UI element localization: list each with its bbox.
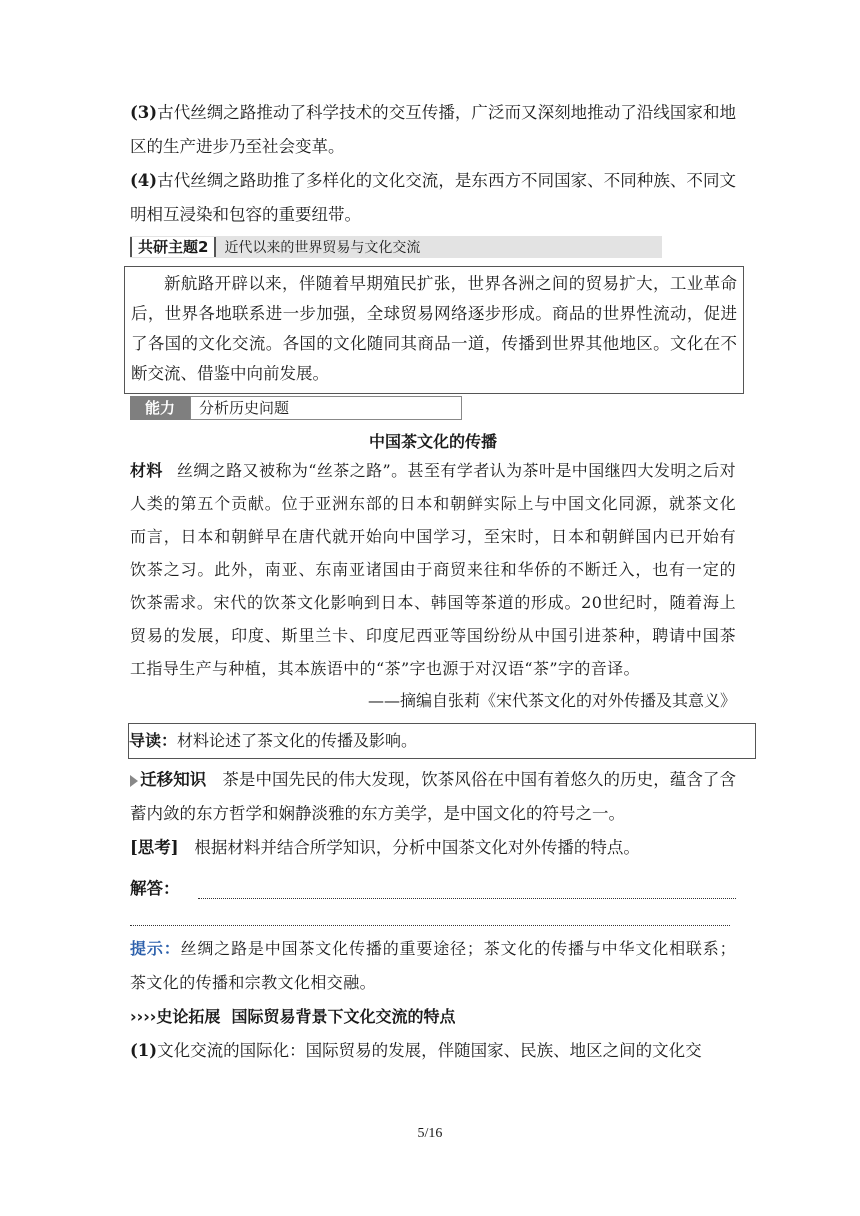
topic-title: 近代以来的世界贸易与文化交流 (224, 240, 421, 256)
triangle-marker-icon (130, 775, 138, 787)
skill-title: 分析历史问题 (190, 396, 462, 420)
paragraph-4-number: (4) (130, 171, 158, 190)
topic-header (130, 236, 662, 258)
page-number: 5/16 (417, 1126, 443, 1141)
paragraph-3-number: (3) (130, 103, 158, 122)
hint-paragraph (130, 932, 736, 1000)
extension-label: 史论拓展 (156, 1007, 221, 1026)
hint-text: 丝绸之路是中国茶文化传播的重要途径；茶文化的传播与中华文化相联系；茶文化的传播和宗教文化相交融。 (130, 939, 737, 992)
extension-point-1 (130, 1034, 736, 1068)
guide-label: 导读： (129, 731, 178, 750)
answer-line-2[interactable] (130, 899, 730, 926)
paragraph-4 (130, 164, 736, 232)
section-title: 中国茶文化的传播 (368, 432, 497, 451)
answer-line-1[interactable] (198, 872, 736, 899)
material-text: 丝绸之路又被称为“丝茶之路”。甚至有学者认为茶叶是中国继四大发明之后对人类的第五个贡献。位于亚洲东部的日本和朝鲜实际上与中国文化同源，就茶文化而言，日本和朝鲜早在唐代就开始向中国学习，至宋时，日本和朝鲜国内已开始有饮茶之习。此外，南亚、东南亚诸国由于商贸来往和华侨的不断迁入，也有一定的饮茶需求。宋代的饮茶文化影响到日本、韩国等茶道的形成。20世纪时，随着海上贸易的发展，印度、斯里兰卡、印度尼西亚等国纷纷从中国引进茶种，聘请中国茶工指导生产与种植，其本族语中的“茶”字也源于对汉语“茶”字的音译。 (130, 461, 736, 678)
extension-point-1-text: 文化交流的国际化：国际贸易的发展，伴随国家、民族、地区之间的文化交 (157, 1041, 702, 1060)
skill-header (130, 396, 736, 420)
transfer-knowledge (130, 763, 736, 831)
answer-label: 解答： (130, 879, 180, 898)
material-paragraph (130, 454, 736, 685)
material-label: 材料 (130, 461, 163, 480)
transfer-text: 茶是中国先民的伟大发现，饮茶风俗在中国有着悠久的历史，蕴含了含蓄内敛的东方哲学和娴静淡雅的东方美学，是中国文化的符号之一。 (130, 770, 736, 823)
guide-text: 材料论述了茶文化的传播及影响。 (177, 731, 418, 750)
paragraph-4-text: 古代丝绸之路助推了多样化的文化交流，是东西方不同国家、不同种族、不同文明相互浸染和包容的重要纽带。 (130, 171, 736, 224)
transfer-label: 迁移知识 (140, 770, 207, 789)
material-source: ——摘编自张莉《宋代茶文化的对外传播及其意义》 (367, 691, 736, 710)
summary-text: 新航路开辟以来，伴随着早期殖民扩张，世界各洲之间的贸易扩大，工业革命后，世界各地联系进一步加强，全球贸易网络逐步形成。商品的世界性流动，促进了各国的文化交流。各国的文化随同其商品一道，传播到世界其他地区。文化在不断交流、借鉴中向前发展。 (131, 274, 737, 383)
extension-title: 国际贸易背景下文化交流的特点 (231, 1007, 456, 1026)
think-text: 根据材料并结合所学知识，分析中国茶文化对外传播的特点。 (194, 838, 640, 857)
paragraph-3-text: 古代丝绸之路推动了科学技术的交互传播，广泛而又深刻地推动了沿线国家和地区的生产进步乃至社会变革。 (130, 103, 736, 156)
think-question (130, 831, 736, 865)
extension-point-1-number: (1) (130, 1041, 158, 1060)
page-content (130, 96, 736, 1068)
answer-row (130, 865, 736, 899)
guide-box (128, 723, 756, 759)
extension-heading (130, 1000, 736, 1034)
hint-label: 提示： (130, 939, 181, 958)
topic-tag: 共研主题2 (130, 237, 216, 257)
paragraph-3 (130, 96, 736, 164)
think-label: [思考] (130, 838, 179, 857)
chevrons-icon: ›››› (130, 1007, 157, 1026)
summary-box (124, 266, 744, 394)
skill-tag: 能力 (130, 396, 190, 420)
